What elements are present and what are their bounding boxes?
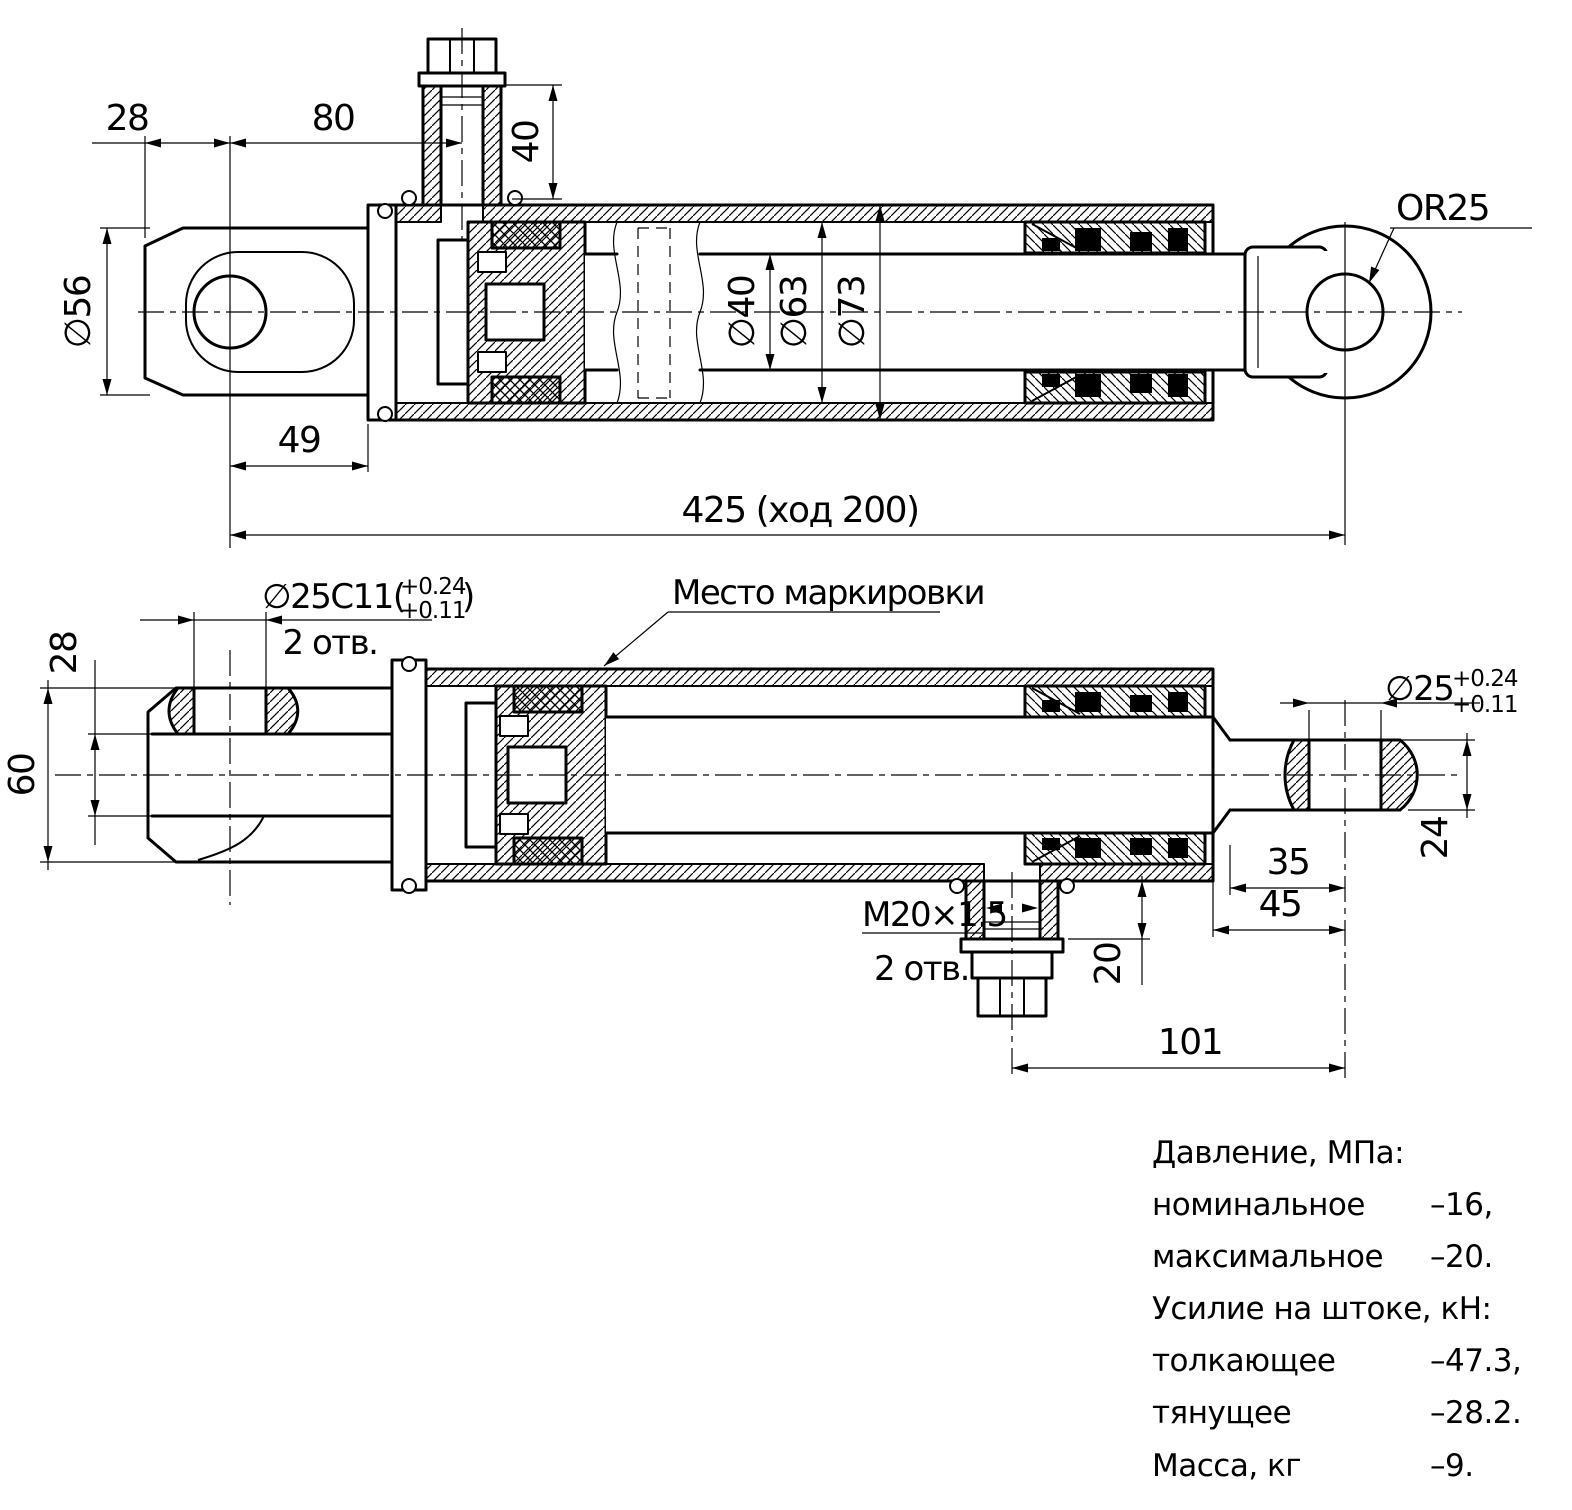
spec-row-value: –28.2. — [1430, 1395, 1522, 1431]
piston-seal — [514, 686, 582, 712]
seal — [1075, 228, 1101, 251]
dim-rod-hole: ∅25 — [1385, 669, 1454, 709]
dim-45: 45 — [1258, 884, 1302, 925]
piston-seal — [492, 377, 560, 403]
spec-row-label: Усилие на штоке, кН: — [1152, 1291, 1492, 1327]
spec-row-value: –16, — [1430, 1187, 1493, 1223]
dim-port-thread: M20×1.5 — [862, 895, 1007, 935]
cap-clevis — [148, 650, 392, 905]
seal — [1042, 238, 1060, 251]
weld-bead — [508, 191, 522, 205]
dim-49: 49 — [277, 420, 321, 461]
dim-35: 35 — [1266, 842, 1310, 883]
spec-block — [1152, 1135, 1521, 1484]
weld-bead — [402, 879, 416, 893]
spec-row-label: Масса, кг — [1152, 1448, 1302, 1484]
spec-row-label: Давление, МПа: — [1152, 1135, 1405, 1171]
dim-dia63: ∅63 — [774, 275, 815, 349]
dim-pin-hole-tol-lower: +0.11 — [400, 598, 466, 624]
dim-dia73: ∅73 — [832, 275, 873, 349]
spec-row-label: тянущее — [1152, 1395, 1292, 1431]
weld-bead — [378, 204, 392, 218]
dim-60: 60 — [2, 753, 43, 797]
dim-pin-hole: ∅25C11( — [262, 577, 405, 617]
piston-seal — [514, 838, 582, 864]
dim-dia56: ∅56 — [58, 275, 99, 349]
seal — [1130, 232, 1152, 251]
marking-note: Место маркировки — [672, 573, 985, 613]
seal — [1042, 838, 1060, 850]
weld-bead — [402, 191, 416, 205]
dim-rod-hole-tol-lower: +0.11 — [1452, 692, 1518, 718]
spec-row-label: максимальное — [1152, 1239, 1384, 1275]
dim-dia40: ∅40 — [722, 275, 763, 349]
seal — [1168, 692, 1188, 712]
seal — [1075, 692, 1101, 712]
spec-row-label: номинальное — [1152, 1187, 1365, 1223]
weld-bead — [1060, 879, 1074, 893]
seal — [1168, 838, 1188, 858]
spec-row-value: –9. — [1430, 1448, 1474, 1484]
spec-row-value: –20. — [1430, 1239, 1493, 1275]
dim-101: 101 — [1157, 1022, 1223, 1063]
seal — [1042, 374, 1060, 387]
dim-20: 20 — [1088, 942, 1129, 986]
seal — [1130, 695, 1152, 712]
dim-pin-hole-paren: ) — [462, 577, 474, 617]
top-view — [58, 28, 1532, 548]
pin-hole-wall — [266, 688, 298, 734]
seal — [1130, 838, 1152, 855]
weld-bead — [378, 407, 392, 421]
bottom-view — [2, 573, 1518, 1078]
dim-80: 80 — [311, 98, 355, 139]
weld-bead — [402, 657, 416, 671]
dim-pin-hole-tol-upper: +0.24 — [400, 574, 466, 600]
dim-24: 24 — [1415, 816, 1456, 860]
dim-eye-radius: OR25 — [1396, 188, 1490, 229]
seal — [1042, 700, 1060, 712]
dim-40-port: 40 — [506, 120, 547, 164]
spec-row-value: –47.3, — [1430, 1343, 1522, 1379]
seal — [1075, 838, 1101, 858]
piston-seal — [492, 222, 560, 248]
dim-rod-hole-tol-upper: +0.24 — [1452, 666, 1518, 692]
seal — [1075, 374, 1101, 397]
seal — [1168, 374, 1188, 397]
spec-row-label: толкающее — [1152, 1343, 1336, 1379]
dim-28: 28 — [105, 98, 149, 139]
dim-pin-hole-qty: 2 отв. — [282, 623, 378, 663]
weld-bead — [950, 879, 964, 893]
seal — [1130, 374, 1152, 393]
dim-port-qty: 2 отв. — [874, 949, 969, 989]
pin-hole-wall — [169, 688, 194, 734]
seal — [1168, 228, 1188, 251]
dim-28-bottom: 28 — [44, 631, 85, 675]
dim-total-length: 425 (ход 200) — [681, 490, 919, 531]
